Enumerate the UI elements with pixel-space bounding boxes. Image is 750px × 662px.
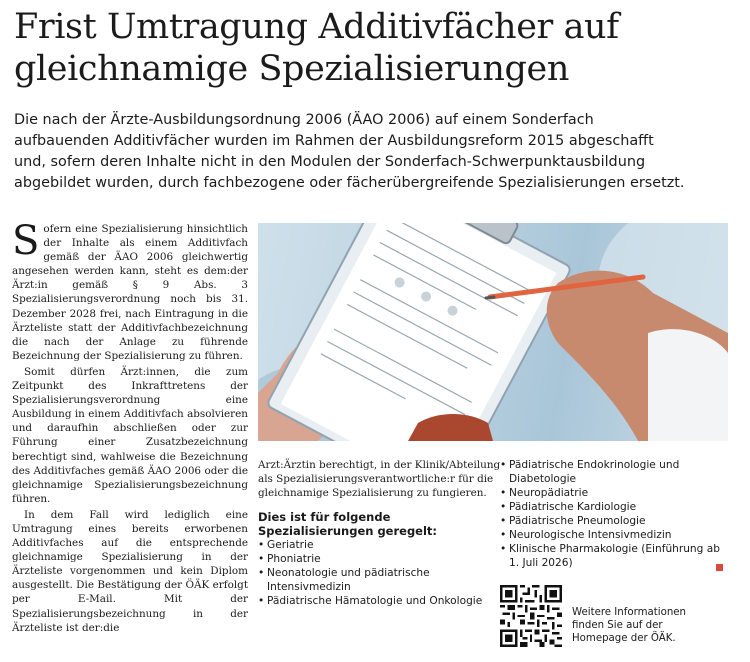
- body-paragraph: In dem Fall wird lediglich eine Umtragung eines bereits erworbenen Additivfaches auf die entsprechende gleichnamige Spezialisierung in der Ärzteliste vorgenommen und kein Diplom ausgestellt. Die Bestätigung der ÖÄK erfolgt per E-Mail. Mit der Spezialisierungsbezeichnung in der Ärzteliste ist der:die: [12, 508, 248, 634]
- list-item: • Neonatologie und pädiatrische Intensivmedizin: [258, 566, 502, 594]
- article-headline: [14, 6, 738, 90]
- list-item: • Pädiatrische Kardiologie: [500, 500, 732, 514]
- list-item: • Neurologische Intensivmedizin: [500, 528, 732, 542]
- list-item: • Neuropädiatrie: [500, 486, 732, 500]
- qr-code-icon[interactable]: [500, 585, 562, 647]
- list-item: • Pädiatrische Pneumologie: [500, 514, 732, 528]
- list-item: • Pädiatrische Endokrinologie und Diabetologie: [500, 458, 732, 486]
- article-photo: [258, 223, 728, 441]
- more-info-note: [572, 606, 732, 645]
- paragraph-text: ofern eine Spezialisierung hinsichtlich der Inhalte als einem Additivfach gemäß der ÄAO 2006 gleichwertig angesehen werden kann, steht es dem:der Ärzt:in gemäß § 9 Abs. 3 Spezialisierungsverordnung noch bis 31. Dezember 2028 frei, nach Eintragung in die Ärzteliste statt der Additivfachbezeichnung die nach der Anlage zu führende Bezeichnung der Spezialisierung zu führen.: [12, 223, 248, 362]
- body-column-1: [12, 218, 248, 635]
- lead-line: und, sofern deren Inhalte nicht in den Modulen der Sonderfach-Schwerpunktausbildung: [14, 154, 646, 170]
- body-paragraph: [12, 218, 248, 363]
- lead-line: abgebildet wurden, durch fachbezogene oder fächerübergreifende Spezialisierungen ersetzt.: [14, 175, 685, 191]
- headline-line: gleichnamige Spezialisierungen: [14, 49, 570, 89]
- end-square-icon: [716, 564, 723, 571]
- lead-line: aufbauenden Additivfächer wurden im Rahmen der Ausbildungsreform 2015 abgeschafft: [14, 133, 654, 149]
- body-column-3: [500, 458, 732, 570]
- specialization-list-left: [258, 538, 502, 608]
- list-item: • Phoniatrie: [258, 552, 502, 566]
- info-line: Weitere Informationen: [572, 607, 687, 618]
- clipboard-photo-illustration: [258, 223, 728, 441]
- list-item: • Klinische Pharmakologie (Einführung ab 1. Juli 2026): [500, 542, 732, 570]
- body-column-2: [258, 458, 502, 608]
- specialization-list-right: [500, 458, 732, 570]
- list-item: • Pädiatrische Hämatologie und Onkologie: [258, 594, 502, 608]
- body-paragraph: Arzt:Ärztin berechtigt, in der Klinik/Abteilung als Spezialisierungsverantwortliche:r für die gleichnamige Spezialisierung zu fungieren.: [258, 459, 501, 500]
- lead-line: Die nach der Ärzte-Ausbildungsordnung 2006 (ÄAO 2006) auf einem Sonderfach: [14, 112, 594, 128]
- article-lead: [14, 110, 738, 194]
- drop-cap: S: [12, 218, 40, 264]
- list-heading: Dies ist für folgende Spezialisierungen geregelt:: [258, 510, 438, 539]
- body-paragraph: Somit dürfen Ärzt:innen, die zum Zeitpunkt des Inkrafttretens der Spezialisierungsverordnung eine Ausbildung in einem Additivfach absolvieren und daraufhin abschließen oder zur Führung einer Zusatzbezeichnung berechtigt sind, wahlweise die Bezeichnung des Additivfaches gemäß ÄAO 2006 oder die gleichnamige Spezialisierungsbezeichnung führen.: [12, 365, 248, 505]
- info-line: Homepage der ÖÄK.: [572, 633, 676, 644]
- list-item: • Geriatrie: [258, 538, 502, 552]
- info-line: finden Sie auf der: [572, 620, 663, 631]
- headline-line: Frist Umtragung Additivfächer auf: [14, 7, 619, 47]
